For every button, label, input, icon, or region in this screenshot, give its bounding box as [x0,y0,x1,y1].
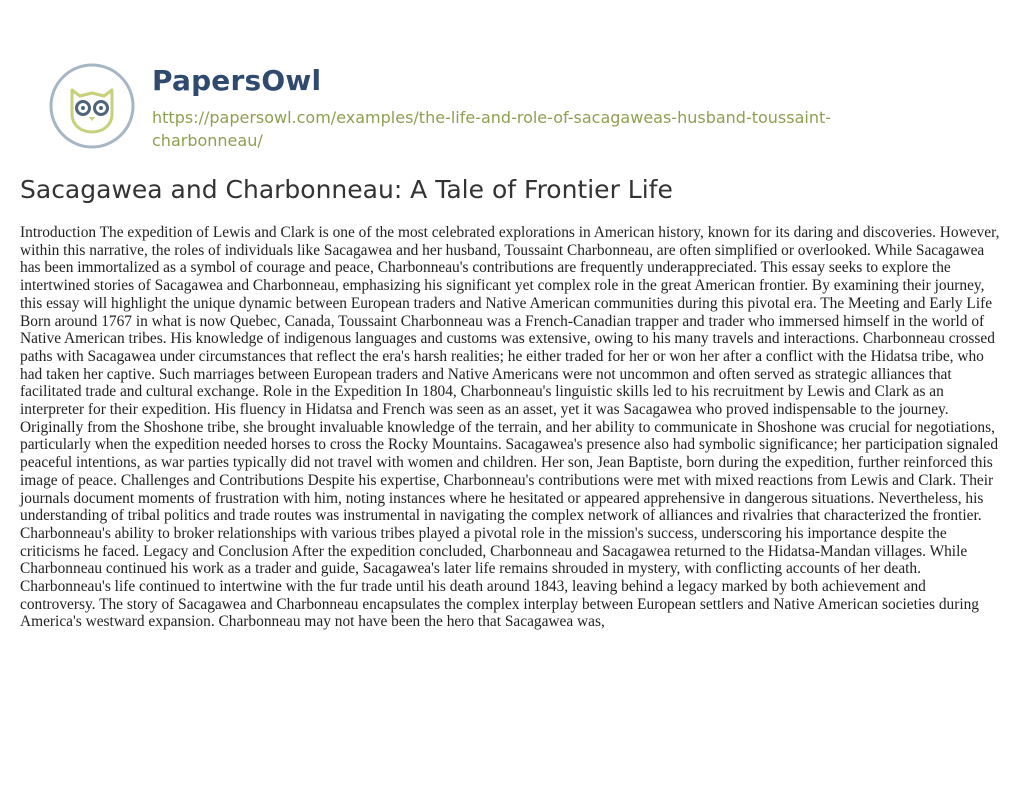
document-title: Sacagawea and Charbonneau: A Tale of Frontier Life [20,175,673,204]
site-header [48,60,1008,155]
document-body: Introduction The expedition of Lewis and Clark is one of the most celebrated explorations in American history, known for its daring and discoveries. However, within this narrative, the roles of individuals like Sacagawea and her husband, Toussaint Charbonneau, are often simplified or overlooked. While Sacagawea has been immortalized as a symbol of courage and peace, Charbonneau's contributions are frequently underappreciated. This essay seeks to explore the intertwined stories of Sacagawea and Charbonneau, emphasizing his significant yet complex role in the great American frontier. By examining their journey, this essay will highlight the unique dynamic between European traders and Native American communities during this pivotal era. The Meeting and Early Life Born around 1767 in what is now Quebec, Canada, Toussaint Charbonneau was a French-Canadian trapper and trader who immersed himself in the world of Native American tribes. His knowledge of indigenous languages and customs was extensive, owing to his many travels and interactions. Charbonneau crossed paths with Sacagawea under circumstances that reflect the era's harsh realities; he either traded for her or won her after a conflict with the Hidatsa tribe, who had taken her captive. Such marriages between European traders and Native Americans were not uncommon and often served as strategic alliances that facilitated trade and cultural exchange. Role in the Expedition In 1804, Charbonneau's linguistic skills led to his recruitment by Lewis and Clark as an interpreter for their expedition. His fluency in Hidatsa and French was seen as an asset, yet it was Sacagawea who proved indispensable to the journey. Originally from the Shoshone tribe, she brought invaluable knowledge of the terrain, and her ability to communicate in Shoshone was crucial for negotiations, particularly when the expedition needed horses to cross the Rocky Mountains. Sacagawea's presence also had symbolic significance; her participation signaled peaceful intentions, as war parties typically did not travel with women and children. Her son, Jean Baptiste, born during the expedition, further reinforced this image of peace. Challenges and Contributions Despite his expertise, Charbonneau's contributions were met with mixed reactions from Lewis and Clark. Their journals document moments of frustration with him, noting instances where he hesitated or appeared apprehensive in dangerous situations. Nevertheless, his understanding of tribal politics and trade routes was instrumental in navigating the complex network of alliances and rivalries that characterized the frontier. Charbonneau's ability to broker relationships with various tribes played a pivotal role in the mission's success, underscoring his importance despite the criticisms he faced. Legacy and Conclusion After the expedition concluded, Charbonneau and Sacagawea returned to the Hidatsa-Mandan villages. While Charbonneau continued his work as a trader and guide, Sacagawea's later life remains shrouded in mystery, with conflicting accounts of her death. Charbonneau's life continued to intertwine with the fur trade until his death around 1843, leaving behind a legacy marked by both achievement and controversy. The story of Sacagawea and Charbonneau encapsulates the complex interplay between European settlers and Native American societies during America's westward expansion. Charbonneau may not have been the hero that Sacagawea was, [20,224,1000,631]
brand-name: PapersOwl [152,64,322,97]
source-url: https://papersowl.com/examples/the-life-and-role-of-sacagaweas-husband-toussaint-charbonneau/ [152,108,832,150]
owl-logo-icon [48,62,136,150]
